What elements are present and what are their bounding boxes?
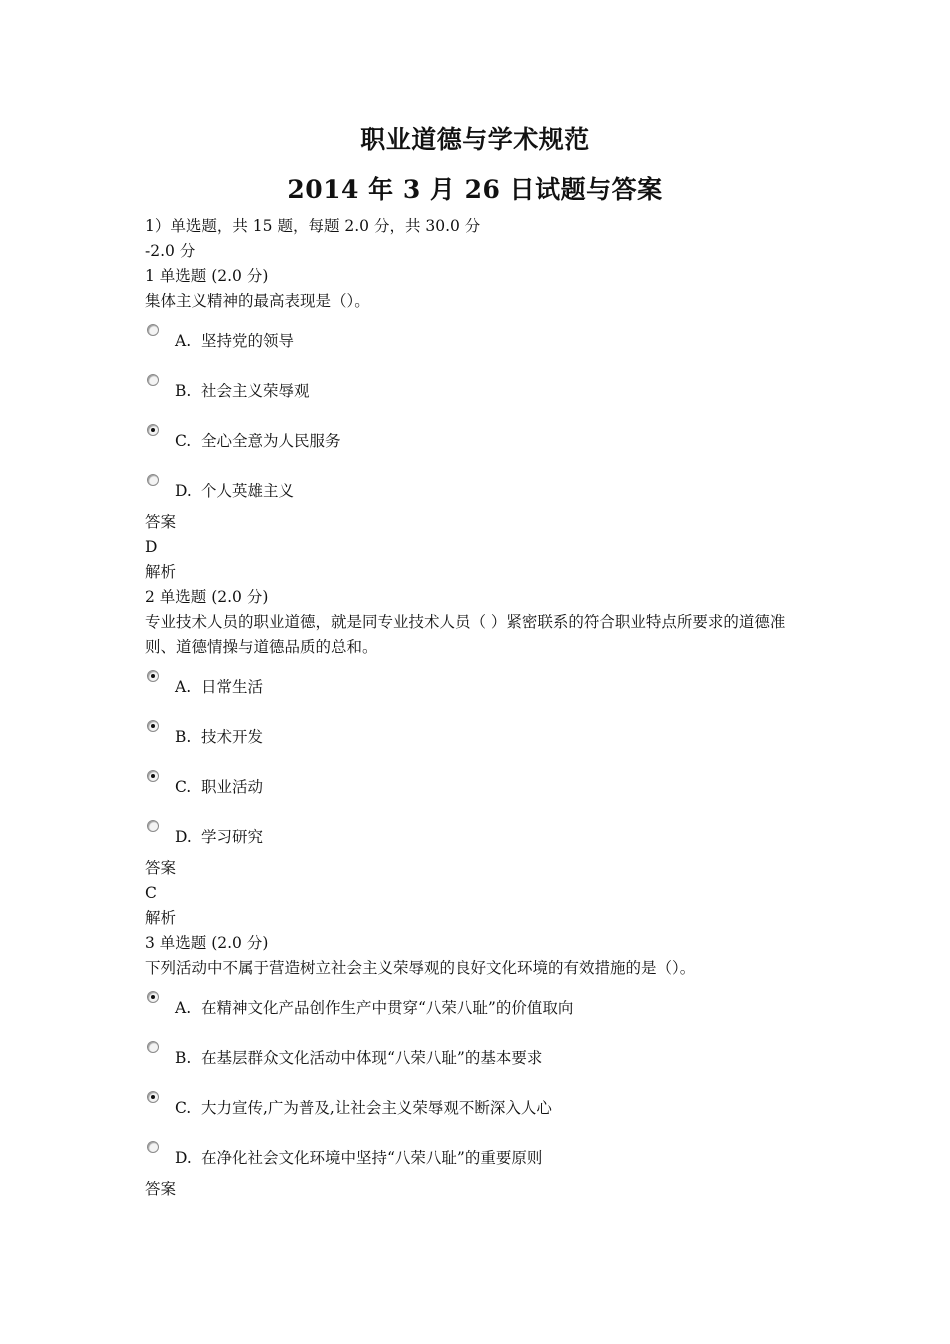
option-list — [145, 670, 825, 870]
question-stem: 下列活动中不属于营造树立社会主义荣辱观的良好文化环境的有效措施的是（）。 — [145, 959, 696, 977]
document-subtitle: 2014 年 3 月 26 日试题与答案 — [287, 175, 663, 204]
question-header: 2 单选题 (2.0 分) — [145, 588, 269, 606]
option-label: D. 学习研究 — [175, 828, 264, 846]
option-label: D. 个人英雄主义 — [175, 482, 295, 500]
question-header: 3 单选题 (2.0 分) — [145, 934, 269, 952]
option-label: B. 社会主义荣辱观 — [175, 382, 310, 400]
option-c[interactable] — [145, 424, 825, 474]
radio-button-icon[interactable] — [147, 991, 159, 1003]
option-label: D. 在净化社会文化环境中坚持“八荣八耻”的重要原则 — [175, 1149, 543, 1167]
option-a[interactable] — [145, 324, 825, 374]
option-label: A. 日常生活 — [175, 678, 264, 696]
radio-button-icon[interactable] — [147, 770, 159, 782]
answer-label: 答案 — [145, 859, 177, 877]
radio-button-icon[interactable] — [147, 374, 159, 386]
radio-button-icon[interactable] — [147, 670, 159, 682]
question-2 — [145, 585, 825, 931]
option-label: A. 在精神文化产品创作生产中贯穿“八荣八耻”的价值取向 — [175, 999, 574, 1017]
question-stem: 集体主义精神的最高表现是（）。 — [145, 292, 370, 310]
option-c[interactable] — [145, 1091, 825, 1141]
document-body — [145, 214, 825, 1202]
score-text: -2.0 分 — [145, 242, 196, 260]
option-list — [145, 324, 825, 524]
option-a[interactable] — [145, 670, 825, 720]
option-label: C. 职业活动 — [175, 778, 264, 796]
radio-button-icon[interactable] — [147, 1091, 159, 1103]
option-d[interactable] — [145, 474, 825, 524]
option-label: B. 在基层群众文化活动中体现“八荣八耻”的基本要求 — [175, 1049, 543, 1067]
question-header: 1 单选题 (2.0 分) — [145, 267, 269, 285]
option-b[interactable] — [145, 720, 825, 770]
radio-button-icon[interactable] — [147, 820, 159, 832]
option-label: C. 大力宣传,广为普及,让社会主义荣辱观不断深入人心 — [175, 1099, 552, 1117]
option-b[interactable] — [145, 374, 825, 424]
option-b[interactable] — [145, 1041, 825, 1091]
radio-button-icon[interactable] — [147, 720, 159, 732]
option-a[interactable] — [145, 991, 825, 1041]
option-label: A. 坚持党的领导 — [175, 332, 295, 350]
answer-label: 答案 — [145, 513, 177, 531]
option-list — [145, 991, 825, 1191]
radio-button-icon[interactable] — [147, 1041, 159, 1053]
section-header: 1）单选题，共 15 题，每题 2.0 分，共 30.0 分 — [145, 217, 481, 235]
answer-value: C — [145, 884, 157, 902]
question-3 — [145, 931, 825, 1202]
radio-button-icon[interactable] — [147, 324, 159, 336]
option-label: B. 技术开发 — [175, 728, 264, 746]
question-stem: 专业技术人员的职业道德，就是同专业技术人员（ ）紧密联系的符合职业特点所要求的道德准则、道德情操与道德品质的总和。 — [145, 613, 786, 656]
option-label: C. 全心全意为人民服务 — [175, 432, 341, 450]
radio-button-icon[interactable] — [147, 424, 159, 436]
radio-button-icon[interactable] — [147, 1141, 159, 1153]
analysis-label: 解析 — [145, 563, 177, 581]
answer-label: 答案 — [145, 1180, 177, 1198]
option-d[interactable] — [145, 1141, 825, 1191]
option-d[interactable] — [145, 820, 825, 870]
answer-value: D — [145, 538, 158, 556]
option-c[interactable] — [145, 770, 825, 820]
document-title: 职业道德与学术规范 — [360, 125, 590, 154]
analysis-label: 解析 — [145, 909, 177, 927]
radio-button-icon[interactable] — [147, 474, 159, 486]
question-1 — [145, 264, 825, 585]
